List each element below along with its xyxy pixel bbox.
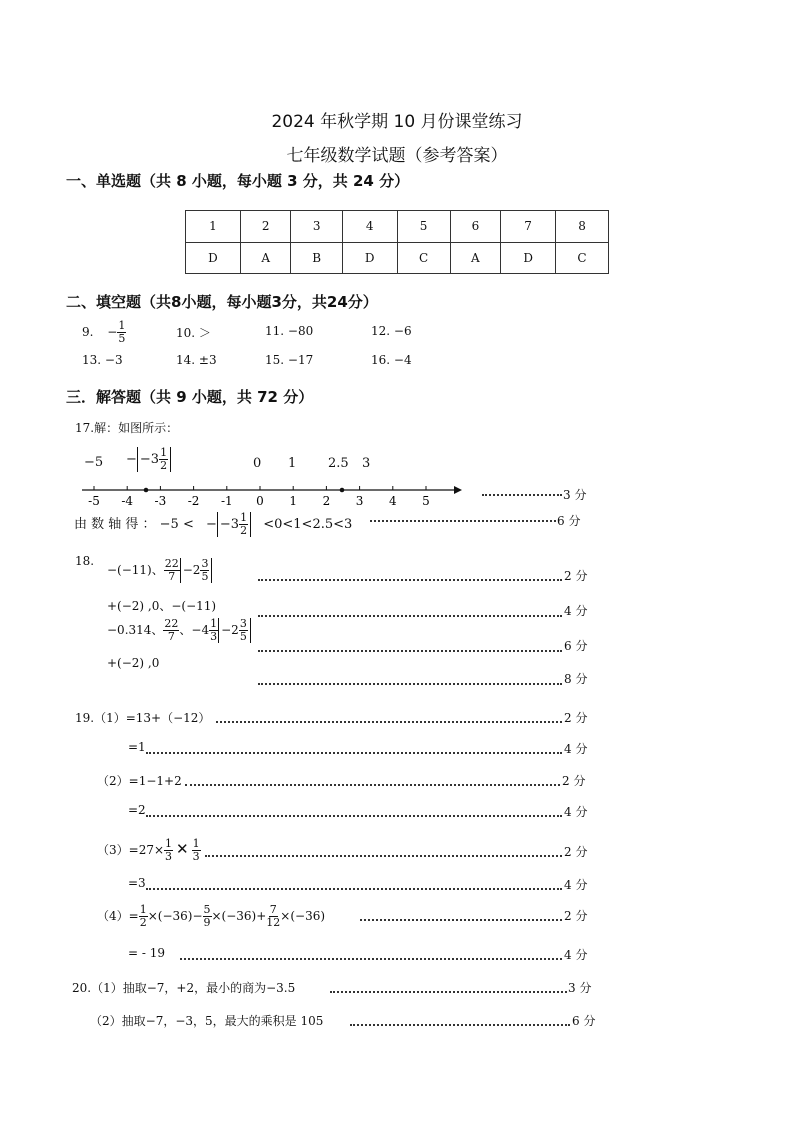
q19-score-3: 2 分 — [562, 774, 586, 788]
q19-part4-step2: = - 19 — [128, 946, 166, 960]
dotted-leader — [258, 615, 562, 617]
fraction — [266, 904, 280, 929]
q17-label-zero: 0 — [253, 456, 262, 471]
answer-9-fraction — [117, 320, 126, 345]
q17-conclusion-end: <0<1<2.5<3 — [263, 517, 353, 532]
fraction — [192, 838, 201, 863]
fraction-denominator: 5 — [239, 630, 247, 643]
fraction-numerator: 1 — [240, 511, 248, 524]
times-sign: ✕ — [176, 840, 189, 858]
mixed-fraction — [239, 512, 248, 537]
q19-part3-step2: =3 — [128, 876, 146, 890]
q20-part1: 20.（1）抽取−7，+2，最小的商为−3.5 — [72, 981, 296, 995]
answer-9 — [82, 320, 126, 345]
dotted-leader — [360, 919, 562, 921]
fraction — [163, 618, 179, 643]
question-number-cell: 4 — [342, 211, 397, 243]
dotted-leader — [205, 855, 562, 857]
mixed-fraction — [159, 447, 168, 472]
point-mixed-number — [144, 488, 149, 493]
q18-number: 18. — [75, 554, 95, 568]
q19-part1-step1: 19.（1）=13+（−12） — [75, 711, 211, 725]
answer-table-answer-row — [186, 242, 609, 274]
expression-text: （4）= — [97, 909, 139, 923]
q17-score-1: 3 分 — [563, 488, 587, 502]
dotted-leader — [146, 815, 562, 817]
fraction — [164, 838, 173, 863]
fraction-denominator: 3 — [210, 630, 218, 643]
fraction-denominator: 9 — [203, 916, 211, 929]
whole-part: −2 — [221, 623, 239, 637]
whole-part: −3 — [139, 452, 160, 467]
dotted-leader — [180, 958, 562, 960]
number-line-tick-label: 4 — [388, 494, 397, 508]
document-subtitle: 七年级数学试题（参考答案） — [286, 146, 508, 166]
fraction-denominator: 2 — [240, 524, 248, 537]
fraction-numerator: 3 — [239, 617, 247, 630]
number-line-tick-label: -4 — [121, 494, 134, 508]
fraction — [200, 558, 209, 583]
q20-score-1: 3 分 — [568, 981, 592, 995]
minus-sign: − — [206, 517, 217, 532]
q18-score-4: 8 分 — [564, 672, 588, 686]
dotted-leader — [185, 784, 560, 786]
q17-label-three: 3 — [362, 456, 371, 471]
fraction-numerator: 1 — [139, 903, 147, 916]
answer-15: 15. −17 — [265, 353, 314, 367]
fraction-denominator: 3 — [192, 850, 200, 863]
fraction-denominator: 5 — [201, 570, 209, 583]
answer-table — [185, 210, 609, 274]
dotted-leader — [258, 579, 562, 581]
expression-text: 、−4 — [179, 623, 210, 637]
q17-intro: 17.解：如图所示： — [75, 421, 179, 435]
fraction-numerator: 1 — [210, 617, 218, 630]
q19-score-1: 2 分 — [564, 711, 588, 725]
minus-sign: − — [126, 452, 137, 467]
q18-line-3 — [107, 618, 251, 643]
fraction-numerator: 1 — [118, 319, 126, 332]
answer-table-number-row — [186, 211, 609, 243]
question-number-cell: 7 — [501, 211, 556, 243]
q18-score-1: 2 分 — [564, 569, 588, 583]
q19-score-2: 4 分 — [564, 742, 588, 756]
dotted-leader — [350, 1024, 570, 1026]
document-title: 2024 年秋学期 10 月份课堂练习 — [271, 112, 523, 132]
answer-cell: A — [450, 242, 501, 274]
fraction-numerator: 5 — [203, 903, 211, 916]
fraction-denominator: 3 — [165, 850, 173, 863]
section-3-heading: 三．解答题（共 9 小题，共 72 分） — [66, 388, 314, 406]
q19-score-6: 4 分 — [564, 878, 588, 892]
absolute-value — [180, 558, 213, 583]
number-line-tick-label: 2 — [322, 494, 331, 508]
answer-cell: B — [291, 242, 342, 274]
answer-cell: D — [186, 242, 241, 274]
dotted-leader — [370, 520, 556, 522]
expression-text: ×(−36)+ — [211, 909, 267, 923]
fraction-denominator: 5 — [118, 332, 126, 345]
q17-score-2: 6 分 — [557, 514, 581, 528]
q18-score-3: 6 分 — [564, 639, 588, 653]
q19-score-8: 4 分 — [564, 948, 588, 962]
q20-score-2: 6 分 — [572, 1014, 596, 1028]
fraction-numerator: 3 — [201, 557, 209, 570]
number-line-tick-label: -2 — [187, 494, 200, 508]
q17-label-neg5: −5 — [84, 455, 104, 470]
number-line-tick-label: 5 — [422, 494, 430, 508]
dotted-leader — [258, 650, 562, 652]
answer-cell: A — [240, 242, 291, 274]
absolute-value — [137, 447, 171, 472]
q19-score-4: 4 分 — [564, 805, 588, 819]
number-line-tick-label: -3 — [154, 494, 167, 508]
fraction-numerator: 1 — [160, 446, 168, 459]
dotted-leader — [258, 683, 562, 685]
q18-line-1 — [107, 558, 212, 583]
answer-cell: D — [501, 242, 556, 274]
answer-12: 12. −6 — [371, 324, 412, 338]
expression-text: ×(−36)− — [147, 909, 203, 923]
fraction-denominator: 7 — [167, 630, 175, 643]
answer-cell: C — [397, 242, 450, 274]
number-line — [70, 478, 470, 512]
dotted-leader — [330, 991, 567, 993]
q19-part2-step1: （2）=1−1+2 — [97, 774, 182, 788]
q17-conclusion-mixed — [206, 511, 255, 537]
whole-part: −2 — [182, 563, 201, 577]
answer-10: 10. ＞ — [176, 326, 211, 340]
answer-9-sign: − — [107, 325, 118, 339]
expression-text: （3）=27× — [97, 843, 165, 857]
fraction-numerator: 1 — [165, 837, 173, 850]
dotted-leader — [146, 888, 562, 890]
q18-line-4: +(−2) ,0 — [107, 656, 160, 670]
section-1-heading: 一、单选题（共 8 小题，每小题 3 分，共 24 分） — [66, 172, 410, 190]
q18-score-2: 4 分 — [564, 604, 588, 618]
section-2-heading: 二、填空题（共8小题，每小题3分，共24分） — [66, 293, 378, 311]
q19-score-5: 2 分 — [564, 845, 588, 859]
question-number-cell: 6 — [450, 211, 501, 243]
q17-conclusion-start: 由 数 轴 得 ： −5 < — [74, 517, 194, 532]
q17-label-2-5: 2.5 — [328, 456, 349, 471]
answer-14: 14. ±3 — [176, 353, 217, 367]
fraction — [139, 904, 148, 929]
dotted-leader — [482, 494, 562, 496]
fraction-numerator: 22 — [164, 617, 179, 630]
question-number-cell: 5 — [397, 211, 450, 243]
q18-line-2: +(−2) ,0、−(−11) — [107, 599, 217, 613]
fraction-denominator: 12 — [266, 916, 281, 929]
expression-text: −(−11)、 — [107, 563, 164, 577]
number-line-tick-label: 1 — [289, 494, 298, 508]
fraction-numerator: 7 — [269, 903, 277, 916]
q17-label-mixed — [126, 447, 171, 472]
answer-16: 16. −4 — [371, 353, 412, 367]
q19-part2-step2: =2 — [128, 803, 146, 817]
fraction — [203, 904, 212, 929]
q19-part4-step1 — [97, 904, 325, 929]
absolute-value — [217, 512, 251, 537]
fraction — [239, 618, 248, 643]
question-number-cell: 2 — [240, 211, 291, 243]
fraction-numerator: 1 — [192, 837, 200, 850]
fraction — [164, 558, 180, 583]
answer-13: 13. −3 — [82, 353, 123, 367]
answer-cell: D — [342, 242, 397, 274]
fraction-numerator: 22 — [164, 557, 179, 570]
whole-part: −3 — [219, 517, 240, 532]
number-line-tick-label: -5 — [88, 494, 100, 508]
point-2-5 — [340, 488, 345, 493]
q19-part3-step1 — [97, 838, 201, 863]
number-line-tick-label: -1 — [220, 494, 233, 508]
number-line-tick-label: 0 — [256, 494, 264, 508]
q20-part2: （2）抽取−7，−3，5，最大的乘积是 105 — [90, 1014, 324, 1028]
fraction-denominator: 7 — [168, 570, 176, 583]
q19-part1-step2: =1 — [128, 740, 146, 754]
q17-label-one: 1 — [288, 456, 297, 471]
question-number-cell: 1 — [186, 211, 241, 243]
number-line-arrow — [454, 486, 462, 494]
absolute-value — [218, 618, 251, 643]
question-number-cell: 3 — [291, 211, 342, 243]
answer-11: 11. −80 — [265, 324, 314, 338]
fraction — [209, 618, 218, 643]
dotted-leader — [146, 752, 562, 754]
dotted-leader — [216, 721, 562, 723]
q17-conclusion — [74, 512, 352, 537]
fraction-denominator: 2 — [160, 459, 168, 472]
fraction-denominator: 2 — [139, 916, 147, 929]
number-line-tick-label: 3 — [355, 494, 364, 508]
answer-cell: C — [556, 242, 609, 274]
answer-9-number: 9. — [82, 325, 94, 339]
expression-text: ×(−36) — [280, 909, 326, 923]
q19-score-7: 2 分 — [564, 909, 588, 923]
question-number-cell: 8 — [556, 211, 609, 243]
expression-text: −0.314、 — [107, 623, 164, 637]
